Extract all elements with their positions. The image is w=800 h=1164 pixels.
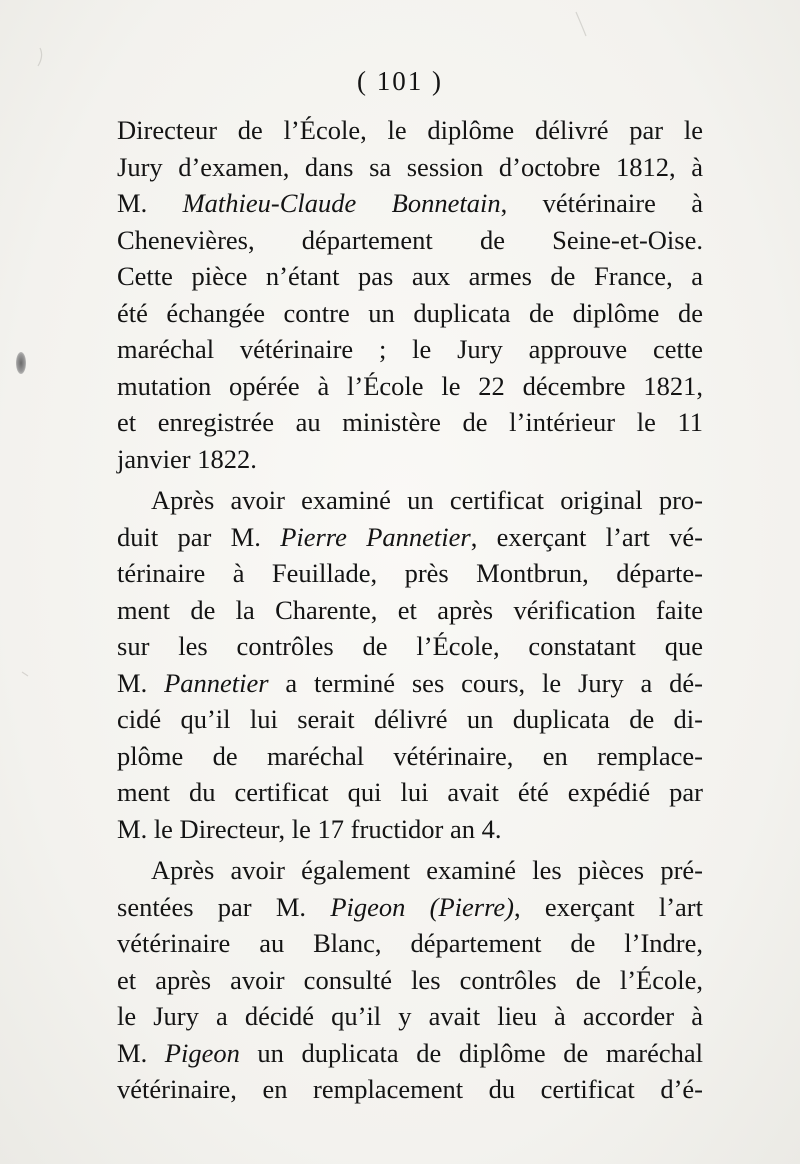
- text-line: [117, 441, 703, 478]
- text-line: [117, 331, 703, 368]
- text-line: [117, 149, 703, 186]
- text-line: [117, 998, 703, 1035]
- text-line: [117, 665, 703, 702]
- text-line: [117, 738, 703, 775]
- text-line: [117, 962, 703, 999]
- text-line: [117, 774, 703, 811]
- text-segment: térinaire à Feuillade, près Montbrun, départe-: [117, 558, 703, 588]
- text-line: [117, 1071, 703, 1108]
- text-segment: maréchal vétérinaire ; le Jury approuve cette: [117, 334, 703, 364]
- text-segment: ment de la Charente, et après vérification faite: [117, 594, 703, 625]
- italic-name: Mathieu-Claude Bonnetain: [182, 188, 501, 218]
- text-segment: vétérinaire au Blanc, département de l’Indre,: [117, 928, 703, 958]
- text-segment: Après avoir également examiné les pièces pré-: [151, 855, 703, 885]
- text-segment: M. le Directeur, le 17 fructidor an 4.: [117, 813, 502, 844]
- text-segment: , vétérinaire à: [500, 188, 703, 218]
- text-segment: duit par M.: [117, 521, 281, 552]
- text-line: [117, 592, 703, 629]
- text-segment: été échangée contre un duplicata de diplôme de: [117, 297, 703, 328]
- text-segment: et enregistrée au ministère de l’intérieur le 11: [117, 407, 703, 437]
- text-line: [117, 555, 703, 592]
- text-segment: ment du certificat qui lui avait été expédié par: [117, 777, 703, 807]
- text-segment: vétérinaire, en remplacement du certificat d’é-: [117, 1074, 703, 1104]
- text-segment: plôme de maréchal vétérinaire, en remplace-: [117, 740, 703, 771]
- text-segment: Après avoir examiné un certificat original pro-: [151, 485, 703, 515]
- text-segment: un duplicata de diplôme de maréchal: [239, 1037, 703, 1068]
- text-segment: sur les contrôles de l’École, constatant que: [117, 631, 703, 661]
- text-line: [117, 112, 703, 149]
- text-line: [117, 628, 703, 665]
- text-line: [117, 368, 703, 405]
- ink-spot: [16, 352, 26, 374]
- text-line: [117, 222, 703, 259]
- text-segment: sentées par M.: [117, 891, 331, 922]
- text-line: [117, 889, 703, 926]
- body-text: [117, 112, 703, 1108]
- italic-name: Pierre Pannetier: [280, 521, 471, 552]
- text-line: [117, 258, 703, 295]
- page-number: ( 101 ): [357, 66, 443, 96]
- text-line: [117, 404, 703, 441]
- text-line: [117, 519, 703, 556]
- text-segment: M.: [117, 667, 165, 698]
- text-segment: Chenevières, département de Seine-et-Oise.: [117, 224, 703, 255]
- text-segment: , exerçant l’art vé-: [470, 521, 703, 552]
- text-segment: Cette pièce n’étant pas aux armes de France, a: [117, 261, 703, 291]
- text-line: [117, 1035, 703, 1072]
- text-segment: M.: [117, 1037, 165, 1068]
- text-segment: janvier 1822.: [117, 443, 257, 474]
- text-segment: Directeur de l’École, le diplôme délivré par le: [117, 115, 703, 145]
- italic-name: Pannetier: [164, 667, 269, 698]
- text-segment: M.: [117, 188, 183, 218]
- text-segment: et après avoir consulté les contrôles de l’École,: [117, 964, 703, 995]
- text-line: [117, 482, 703, 519]
- text-segment: a terminé ses cours, le Jury a dé-: [268, 667, 703, 698]
- text-line: [117, 925, 703, 962]
- text-line: [117, 701, 703, 738]
- text-segment: , exerçant l’art: [514, 891, 703, 922]
- text-segment: cidé qu’il lui serait délivré un duplicata de di-: [117, 704, 703, 734]
- text-line: [117, 852, 703, 889]
- italic-name: Pigeon: [164, 1037, 240, 1068]
- text-segment: mutation opérée à l’École le 22 décembre 1821,: [117, 370, 703, 401]
- italic-name: Pigeon (Pierre): [330, 891, 514, 922]
- text-line: [117, 295, 703, 332]
- text-segment: le Jury a décidé qu’il y avait lieu à accorder à: [117, 1001, 703, 1031]
- text-line: [117, 811, 703, 848]
- text-segment: Jury d’examen, dans sa session d’octobre 1812, à: [117, 151, 703, 182]
- text-line: [117, 185, 703, 222]
